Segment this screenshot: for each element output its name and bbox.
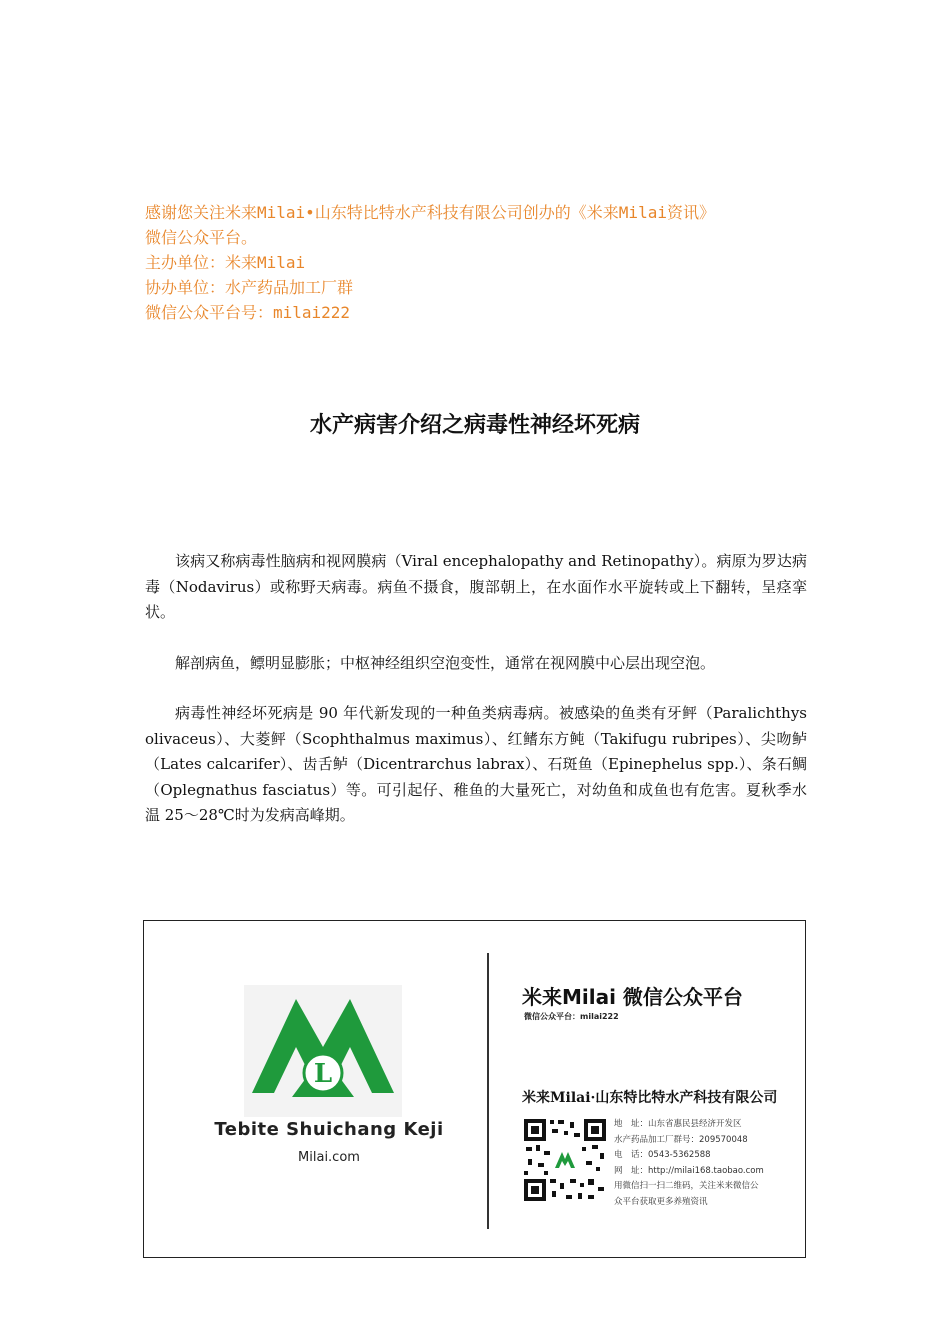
cohost-line: 协办单位：水产药品加工厂群: [145, 278, 354, 297]
paragraph: 病毒性神经坏死病是 90 年代新发现的一种鱼类病毒病。被感染的鱼类有牙鲆（Paralichthys olivaceus）、大菱鲆（Scophthalmus maximus）、红鳍东方鲀（Takifugu rubripes）、尖吻鲈（Lates calcarifer）、齿舌鲈（Dicentrarchus labrax）、石斑鱼（Epinephelus spp.）、条石鲷（Oplegnathus fasciatus）等。可引起仔、稚鱼的大量死亡，对幼鱼和成鱼也有危害。夏秋季水温 25～28℃时为发病高峰期。: [145, 704, 807, 824]
platform-id: 微信公众平台：milai222: [524, 1012, 619, 1021]
paragraph: 该病又称病毒性脑病和视网膜病（Viral encephalopathy and Retinopathy）。病原为罗达病毒（Nodavirus）或称野天病毒。病鱼不摄食，腹部朝上，在水面作水平旋转或上下翻转，呈痉挛状。: [145, 552, 807, 621]
address-line: 地 址：山东省惠民县经济开发区: [614, 1119, 742, 1129]
intro-line: 感谢您关注米来Milai•山东特比特水产科技有限公司创办的《米来Milai资讯》: [145, 203, 715, 222]
logo-english-name: Tebite Shuichang Keji: [214, 1119, 444, 1140]
group-number-line: 水产药品加工厂群号：209570048: [614, 1134, 748, 1145]
qr-code-icon: [522, 1117, 608, 1203]
milai-logo: [244, 985, 402, 1117]
contact-info: [614, 1117, 799, 1210]
intro-block: [145, 200, 815, 325]
platform-title: 米来Milai 微信公众平台: [522, 985, 743, 1009]
host-line: 主办单位：米来Milai: [145, 253, 306, 272]
phone-line: 电 话：0543-5362588: [614, 1150, 711, 1160]
logo-letter: L: [313, 1059, 333, 1089]
wechat-id-line: 微信公众平台号：milai222: [145, 303, 351, 322]
qr-instruction-line: 众平台获取更多养殖资讯: [614, 1196, 708, 1207]
article-body: [145, 549, 807, 854]
website-line: 网 址：http://milai168.taobao.com: [614, 1165, 764, 1176]
article-title: 水产病害介绍之病毒性神经坏死病: [309, 413, 640, 438]
company-name: 米来Milai·山东特比特水产科技有限公司: [522, 1090, 778, 1106]
intro-line: 微信公众平台。: [145, 228, 258, 247]
logo-url: Milai.com: [298, 1150, 360, 1165]
qr-instruction-line: 用微信扫一扫二维码，关注米来微信公: [614, 1181, 759, 1191]
business-card: [143, 920, 806, 1258]
paragraph: 解剖病鱼，鳔明显膨胀；中枢神经组织空泡变性，通常在视网膜中心层出现空泡。: [175, 653, 716, 672]
card-divider: [487, 953, 489, 1229]
logo-mark-icon: [244, 985, 402, 1117]
